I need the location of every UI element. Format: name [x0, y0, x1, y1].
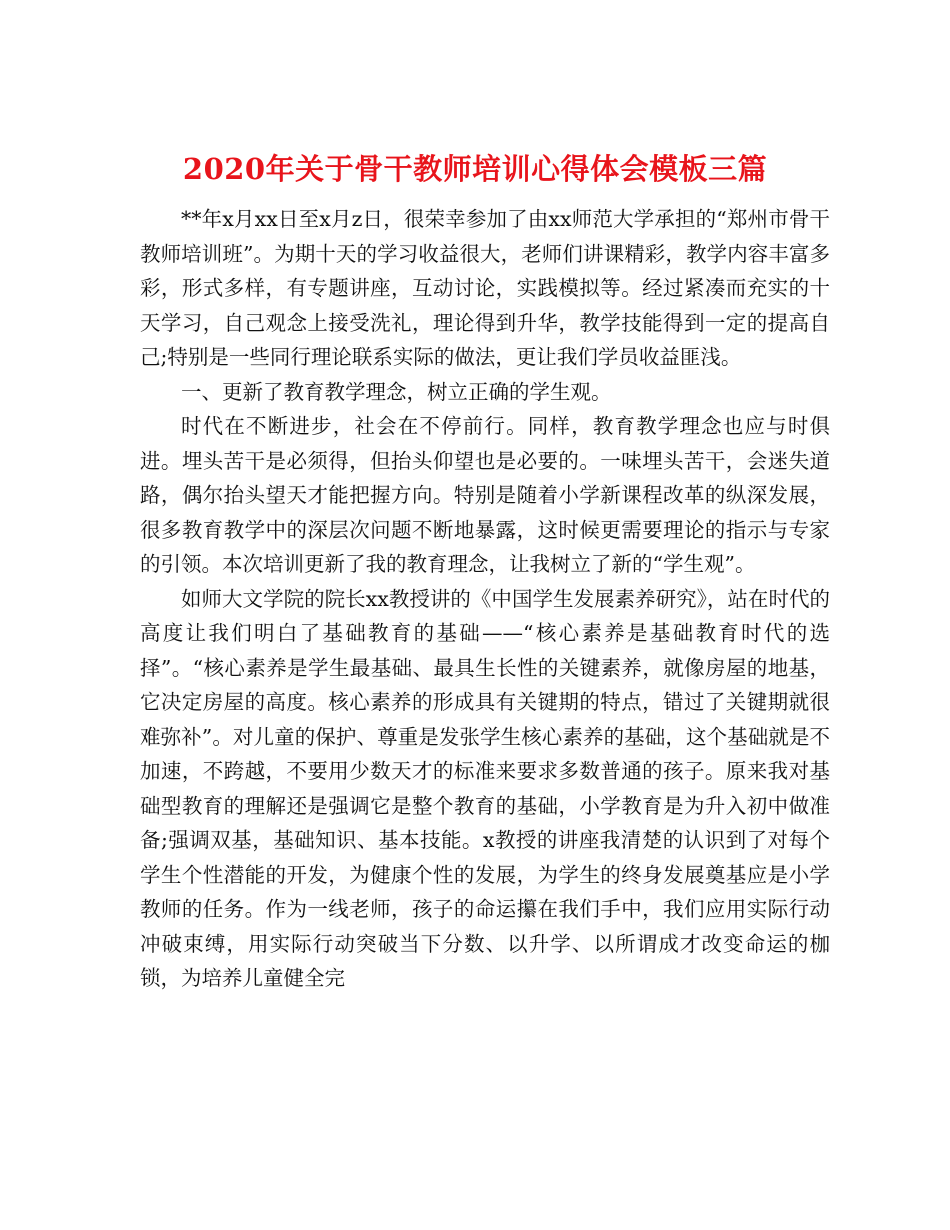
body-paragraph: 如师大文学院的院长xx教授讲的《中国学生发展素养研究》，站在时代的高度让我们明白了基础教育的基础——“核心素养是基础教育时代的选择”。“核心素养是学生最基础、最具生长性的关键素养，就像房屋的地基，它决定房屋的高度。核心素养的形成具有关键期的特点，错过了关键期就很难弥补”。对儿童的保护、尊重是发张学生核心素养的基础，这个基础就是不加速，不跨越，不要用少数天才的标准来要求多数普通的孩子。原来我对基础型教育的理解还是强调它是整个教育的基础，小学教育是为升入初中做准备;强调双基，基础知识、基本技能。x教授的讲座我清楚的认识到了对每个学生个性潜能的开发，为健康个性的发展，为学生的终身发展奠基应是小学教师的任务。作为一线老师，孩子的命运攥在我们手中，我们应用实际行动冲破束缚，用实际行动突破当下分数、以升学、以所谓成才改变命运的枷锁，为培养儿童健全完 [140, 586, 830, 990]
document-title: 2020年关于骨干教师培训心得体会模板三篇 [182, 152, 768, 187]
document-body [140, 202, 830, 996]
intro-paragraph: **年x月xx日至x月z日，很荣幸参加了由xx师范大学承担的“郑州市骨干教师培训班”。为期十天的学习收益很大，老师们讲课精彩，教学内容丰富多彩，形式多样，有专题讲座，互动讨论，实践模拟等。经过紧凑而充实的十天学习，自己观念上接受洗礼，理论得到升华，教学技能得到一定的提高自己;特别是一些同行理论联系实际的做法，更让我们学员收益匪浅。 [140, 207, 830, 369]
body-paragraph: 时代在不断进步，社会在不停前行。同样，教育教学理念也应与时俱进。埋头苦干是必须得，但抬头仰望也是必要的。一味埋头苦干，会迷失道路，偶尔抬头望天才能把握方向。特别是随着小学新课程改革的纵深发展，很多教育教学中的深层次问题不断地暴露，这时候更需要理论的指示与专家的引领。本次培训更新了我的教育理念，让我树立了新的“学生观”。 [140, 414, 830, 576]
section-heading-paragraph: 一、更新了教育教学理念，树立正确的学生观。 [181, 379, 612, 404]
